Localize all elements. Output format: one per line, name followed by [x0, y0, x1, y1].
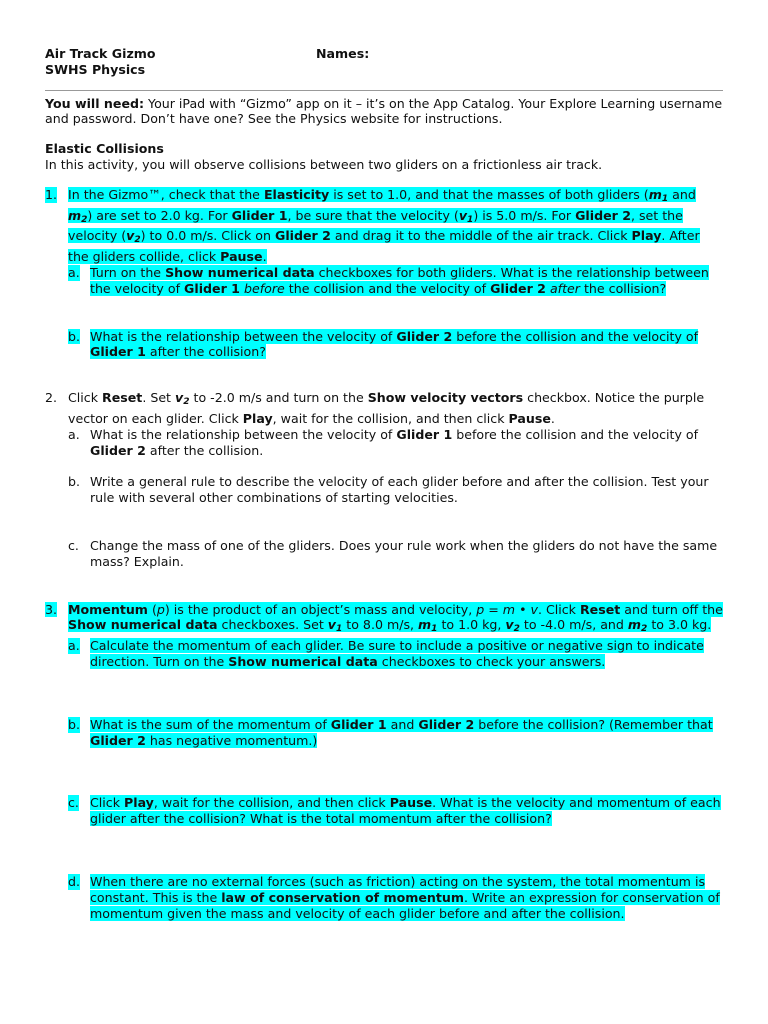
question-2: [45, 390, 723, 569]
question-2-number: 2.: [45, 390, 58, 406]
question-3c-text: Click Play, wait for the collision, and then click Pause. What is the velocity and momentum of each glider after the collision? What is the total momentum after the collision?: [90, 795, 721, 827]
question-3d-letter: d.: [68, 873, 80, 889]
question-1-text: In the Gizmo™, check that the Elasticity is set to 1.0, and that the masses of both gliders ($m_1$ and $m_2$) are set to 2.0 kg. For Glider 1, be sure that the velocity $(v_1)$ is 5.0 m/s. For Glider 2, set the velocity $(v_2)$ to 0.0 m/s. Click on Glider 2 and drag it to the middle of the air track. Click Play. After the gliders collide, click Pause.: [68, 186, 700, 265]
question-1b-letter: b.: [68, 328, 80, 344]
question-1b-text: What is the relationship between the velocity of Glider 2 before the collision and the velocity of Glider 1 after the collision?: [90, 328, 699, 360]
section-title: Elastic Collisions: [45, 141, 164, 157]
question-2a-letter: a.: [68, 426, 80, 442]
question-3-number: 3.: [45, 601, 58, 617]
question-3d: [68, 874, 723, 921]
worksheet: [45, 46, 723, 921]
question-2b-text: Write a general rule to describe the velocity of each glider before and after the collision. Test your rule with several other combinations of starting velocities.: [90, 474, 709, 506]
question-3d-text: When there are no external forces (such as friction) acting on the system, the total momentum is constant. This is the law of conservation of momentum. Write an expression for conservation of momentum given the mass and velocity of each glider before and after the collision.: [90, 873, 720, 921]
question-2b-letter: b.: [68, 474, 80, 490]
question-3b: [68, 717, 723, 749]
intro-paragraph: [45, 96, 723, 128]
header: [45, 46, 723, 62]
names-label: Names:: [316, 46, 370, 61]
question-3: [45, 602, 723, 922]
question-2c: [68, 538, 723, 570]
question-3c-letter: c.: [68, 795, 79, 811]
question-2a-text: What is the relationship between the velocity of Glider 1 before the collision and the velocity of Glider 2 after the collision.: [90, 426, 699, 458]
question-1a: [68, 265, 723, 297]
question-2c-letter: c.: [68, 537, 79, 553]
need-text: Your iPad with “Gizmo” app on it – it’s on the App Catalog. Your Explore Learning username and password. Don’t have one? See the Physics website for instructions.: [45, 95, 723, 127]
need-label: You will need:: [45, 95, 145, 111]
question-2-text: Click Reset. Set $v_2$ to -2.0 m/s and turn on the Show velocity vectors checkbox. Notice the purple vector on each glider. Click Play, wait for the collision, and then click Pause.: [68, 390, 705, 426]
document-subtitle: SWHS Physics: [45, 61, 146, 77]
question-2b: [68, 474, 723, 506]
question-2c-text: Change the mass of one of the gliders. Does your rule work when the gliders do not have the same mass? Explain.: [90, 537, 718, 569]
section-lead: In this activity, you will observe collisions between two gliders on a frictionless air track.: [45, 156, 603, 172]
question-1a-letter: a.: [68, 264, 80, 280]
question-3a-text: Calculate the momentum of each glider. Be sure to include a positive or negative sign to indicate direction. Turn on the Show numerical data checkboxes to check your answers.: [90, 638, 704, 669]
question-3c: [68, 795, 723, 827]
question-1: [45, 187, 723, 360]
question-2a: [68, 427, 723, 459]
question-3b-text: What is the sum of the momentum of Glider 1 and Glider 2 before the collision? (Remember that Glider 2 has negative momentum.): [90, 716, 713, 748]
question-1b: [68, 329, 723, 361]
question-3-text: Momentum (p) is the product of an object’s mass and velocity, p = m • v. Click Reset and turn off the Show numerical data checkboxes. Set $v_1$ to 8.0 m/s, $m_1$ to 1.0 kg, $v_2$ to -4.0 m/s, and $m_2$ to 3.0 kg.: [68, 601, 723, 635]
question-1a-text: Turn on the Show numerical data checkboxes for both gliders. What is the relationship between the velocity of Glider 1 before the collision and the velocity of Glider 2 after the collision?: [90, 264, 709, 296]
document-title: Air Track Gizmo: [45, 46, 156, 61]
question-1-number: 1.: [45, 186, 58, 202]
question-3b-letter: b.: [68, 716, 80, 732]
header-divider: [45, 90, 723, 91]
question-3a: [68, 638, 723, 670]
question-3a-letter: a.: [68, 638, 80, 654]
